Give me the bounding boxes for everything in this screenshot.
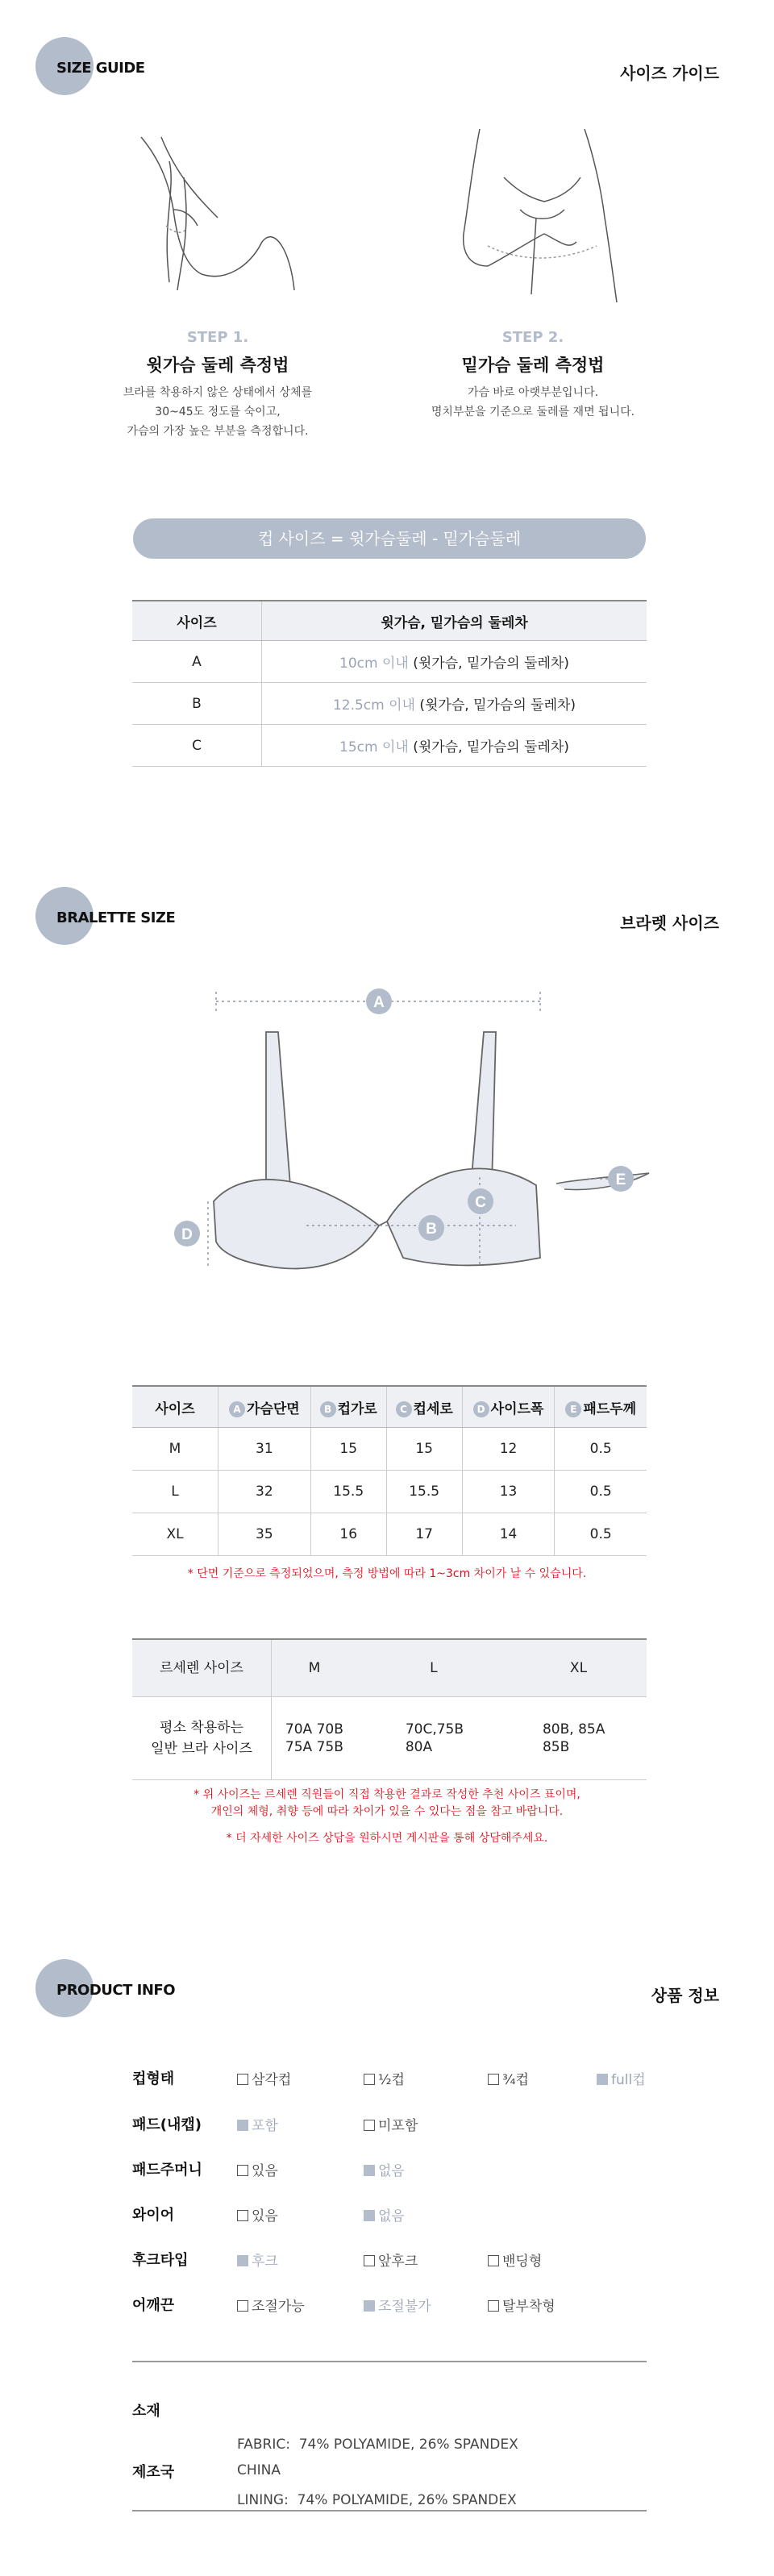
size-cell: B	[132, 683, 262, 725]
col-header: D 사이드폭	[462, 1386, 555, 1428]
regular-size-label: 평소 착용하는 일반 브라 사이즈	[132, 1697, 272, 1780]
checkbox-checked-icon	[364, 2300, 375, 2312]
checkbox-icon	[237, 2210, 248, 2221]
option-front-hook: 앞후크	[364, 2249, 418, 2270]
table-cell: L	[132, 1471, 218, 1513]
table-cell: 12	[462, 1428, 555, 1471]
col-header-diff: 윗가슴, 밑가슴의 둘레차	[262, 601, 647, 641]
bralette-size-table	[132, 1385, 647, 1556]
option-detachable: 탈부착형	[488, 2295, 556, 2315]
col-header: E 패드두께	[555, 1386, 647, 1428]
section-label: BRALETTE SIZE	[56, 909, 176, 926]
section-label: SIZE GUIDE	[56, 60, 145, 77]
size-value: 80B, 85A 85B	[510, 1697, 647, 1780]
marker-label: C	[475, 1194, 486, 1211]
table-cell: 15.5	[310, 1471, 386, 1513]
table-row	[132, 1428, 647, 1471]
col-header: B 컵가로	[310, 1386, 386, 1428]
cup-size-table	[132, 600, 647, 767]
table-cell: 15.5	[386, 1471, 462, 1513]
option-hook: 후크	[237, 2249, 278, 2270]
step2-label: STEP 2.	[501, 329, 564, 346]
table-cell: 0.5	[555, 1471, 647, 1513]
size-value: 70A 70B 75A 75B	[272, 1697, 357, 1780]
checkbox-checked-icon	[237, 2120, 248, 2131]
option-full-cup: full컵	[597, 2068, 646, 2088]
checkbox-icon	[237, 2074, 248, 2085]
table-cell: 31	[218, 1428, 311, 1471]
origin-text: CHINA	[237, 2462, 281, 2478]
table-cell: 16	[310, 1513, 386, 1556]
checkbox-checked-icon	[597, 2074, 608, 2085]
step1-desc: 브라를 착용하지 않은 상태에서 상체를 30~45도 정도를 숙이고, 가슴의 가장 높은 부분을 측정합니다.	[123, 386, 313, 438]
divider	[132, 2361, 647, 2362]
consult-note: * 더 자세한 사이즈 상담을 원하시면 게시판을 통해 상담해주세요.	[226, 1832, 548, 1845]
checkbox-icon	[364, 2255, 375, 2266]
marker-label: E	[615, 1171, 626, 1188]
step1-title: 윗가슴 둘레 측정법	[146, 356, 289, 375]
option-pad-included: 포함	[237, 2114, 278, 2134]
info-label-hook: 후크타입	[132, 2252, 189, 2269]
table-row	[132, 1471, 647, 1513]
brand-size-table	[132, 1638, 647, 1780]
size-value: 70C,75B 80A	[357, 1697, 510, 1780]
option-34-cup: ¾컵	[488, 2068, 529, 2088]
info-label-material: 소재	[132, 2403, 160, 2420]
table-cell: 15	[310, 1428, 386, 1471]
info-label-pad-pocket: 패드주머니	[132, 2162, 202, 2179]
bralette-diagram	[0, 968, 774, 1306]
option-pad-excluded: 미포함	[364, 2114, 418, 2134]
step2-desc: 가슴 바로 아랫부분입니다. 명치부분을 기준으로 둘레를 재면 됩니다.	[431, 386, 635, 418]
size-header: L	[357, 1639, 510, 1697]
step1-label: STEP 1.	[186, 329, 249, 346]
table-cell: 0.5	[555, 1513, 647, 1556]
table-cell: 13	[462, 1471, 555, 1513]
checkbox-icon	[488, 2300, 499, 2312]
option-banding: 밴딩형	[488, 2249, 542, 2270]
measure-illustration-2	[439, 121, 641, 306]
info-label-origin: 제조국	[132, 2464, 175, 2481]
checkbox-icon	[488, 2074, 499, 2085]
col-header-size: 사이즈	[132, 601, 262, 641]
checkbox-icon	[488, 2255, 499, 2266]
table-cell: 17	[386, 1513, 462, 1556]
option-not-adjustable: 조절불가	[364, 2295, 431, 2315]
table-cell: 0.5	[555, 1428, 647, 1471]
option-adjustable: 조절가능	[237, 2295, 305, 2315]
recommendation-note: * 위 사이즈는 르세렌 직원들이 직접 착용한 결과로 작성한 추천 사이즈 표이며, 개인의 체형, 취향 등에 따라 차이가 있을 수 있다는 점을 참고 바랍니다.	[194, 1788, 580, 1818]
col-header: C 컵세로	[386, 1386, 462, 1428]
table-row	[132, 1513, 647, 1556]
option-pocket-yes: 있음	[237, 2159, 278, 2179]
cup-formula: 컵 사이즈 = 윗가슴둘레 - 밑가슴둘레	[133, 518, 646, 559]
marker-label: D	[181, 1226, 193, 1243]
table-row	[132, 1697, 647, 1780]
info-label-cup: 컵형태	[132, 2070, 175, 2087]
checkbox-icon	[237, 2300, 248, 2312]
checkbox-icon	[237, 2165, 248, 2176]
checkbox-icon	[364, 2120, 375, 2131]
size-header: M	[272, 1639, 357, 1697]
checkbox-checked-icon	[364, 2210, 375, 2221]
measurement-note: * 단면 기준으로 측정되었으며, 측정 방법에 따라 1~3cm 차이가 날 수 있습니다.	[187, 1567, 587, 1580]
option-wire-yes: 있음	[237, 2204, 278, 2224]
table-row	[132, 641, 647, 683]
diff-cell: 15cm 이내 (윗가슴, 밑가슴의 둘레차)	[262, 725, 647, 767]
material-text: FABRIC: 74% POLYAMIDE, 26% SPANDEX LINING: 74% POLYAMIDE, 26% SPANDEX	[237, 2437, 518, 2508]
table-row	[132, 683, 647, 725]
measure-illustration-1	[137, 129, 306, 306]
col-header: 사이즈	[132, 1386, 218, 1428]
checkbox-icon	[364, 2074, 375, 2085]
divider	[132, 2510, 647, 2511]
table-cell: 14	[462, 1513, 555, 1556]
option-wire-no: 없음	[364, 2204, 405, 2224]
table-cell: XL	[132, 1513, 218, 1556]
section-label: PRODUCT INFO	[56, 1982, 176, 1999]
size-cell: A	[132, 641, 262, 683]
section-title: 브라렛 사이즈	[620, 913, 719, 933]
option-triangle-cup: 삼각컵	[237, 2068, 291, 2088]
section-title: 상품 정보	[651, 1986, 719, 2005]
size-cell: C	[132, 725, 262, 767]
table-cell: 35	[218, 1513, 311, 1556]
marker-label: B	[426, 1221, 437, 1238]
brand-size-label: 르세렌 사이즈	[132, 1639, 272, 1697]
table-cell: 15	[386, 1428, 462, 1471]
col-header: A 가슴단면	[218, 1386, 311, 1428]
info-label-wire: 와이어	[132, 2207, 175, 2224]
option-half-cup: ½컵	[364, 2068, 405, 2088]
step2-title: 밑가슴 둘레 측정법	[461, 356, 605, 375]
diff-cell: 10cm 이내 (윗가슴, 밑가슴의 둘레차)	[262, 641, 647, 683]
table-row	[132, 725, 647, 767]
size-header: XL	[510, 1639, 647, 1697]
diff-cell: 12.5cm 이내 (윗가슴, 밑가슴의 둘레차)	[262, 683, 647, 725]
marker-label: A	[373, 994, 385, 1011]
option-pocket-no: 없음	[364, 2159, 405, 2179]
section-title: 사이즈 가이드	[620, 64, 719, 83]
info-label-pad: 패드(내캡)	[132, 2116, 202, 2133]
checkbox-checked-icon	[364, 2165, 375, 2176]
table-cell: 32	[218, 1471, 311, 1513]
checkbox-checked-icon	[237, 2255, 248, 2266]
table-cell: M	[132, 1428, 218, 1471]
info-label-strap: 어깨끈	[132, 2297, 175, 2314]
